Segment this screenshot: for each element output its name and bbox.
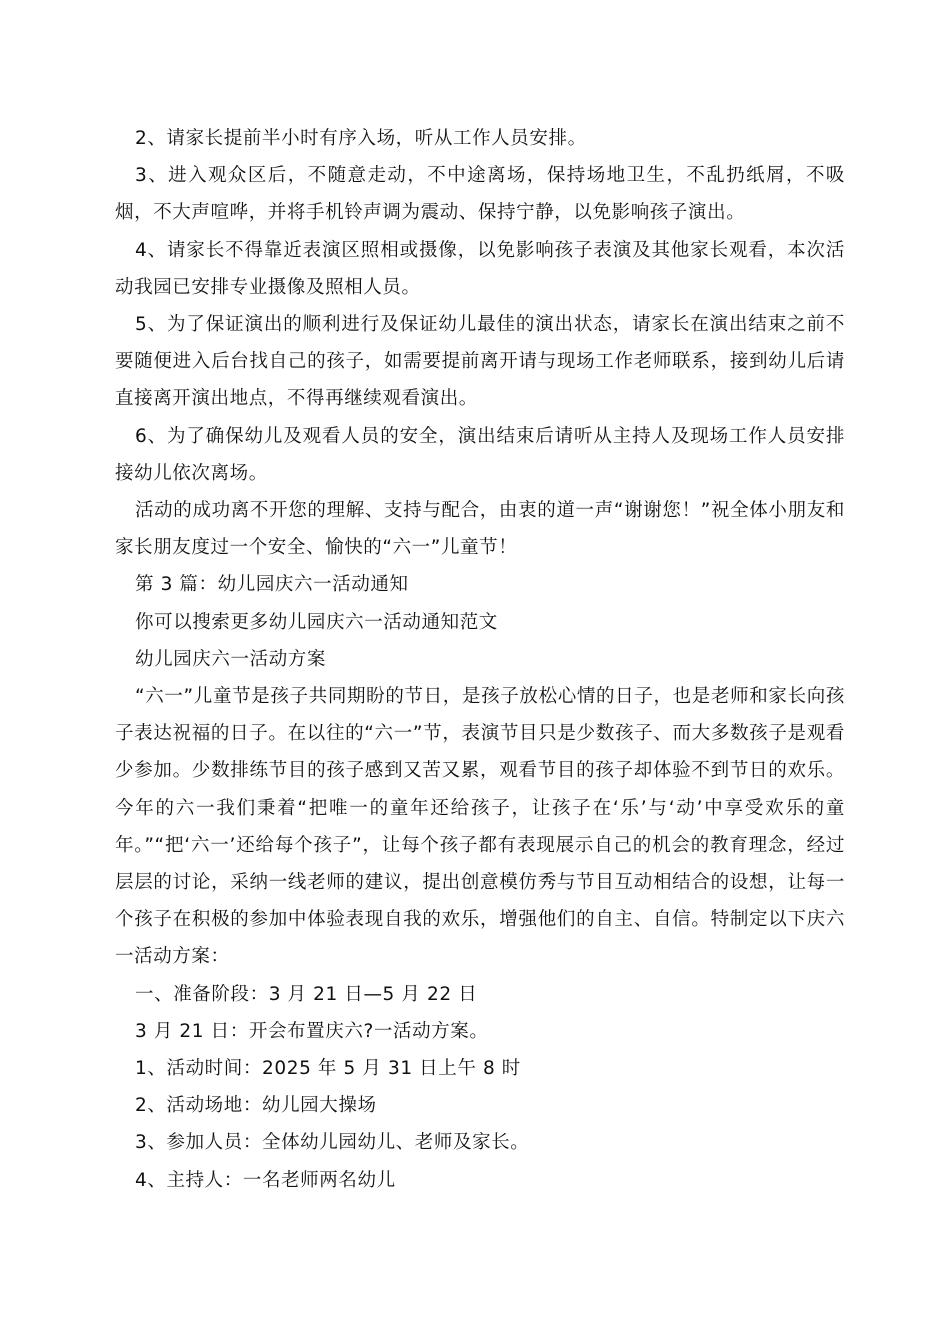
search-more-note: 你可以搜索更多幼儿园庆六一活动通知范文 xyxy=(135,611,498,633)
preparation-stage-heading: 一、准备阶段：3 月 21 日—5 月 22 日 xyxy=(135,983,478,1005)
plan-title: 幼儿园庆六一活动方案 xyxy=(135,648,327,670)
paragraph-rule-3: 3、进入观众区后，不随意走动，不中途离场，保持场地卫生，不乱扔纸屑，不吸烟，不大声喧哗，并将手机铃声调为震动、保持宁静，以免影响孩子演出。 xyxy=(115,165,845,224)
activity-time-item: 1、活动时间：2025 年 5 月 31 日上午 8 时 xyxy=(135,1058,521,1080)
activity-venue-item: 2、活动场地：幼儿园大操场 xyxy=(135,1095,377,1117)
paragraph-rule-4: 4、请家长不得靠近表演区照相或摄像，以免影响孩子表演及其他家长观看，本次活动我园已安排专业摄像及照相人员。 xyxy=(115,239,845,298)
document-body xyxy=(115,120,845,1199)
paragraph-rule-2: 2、请家长提前半小时有序入场，听从工作人员安排。 xyxy=(135,128,587,149)
paragraph-rule-6: 6、为了确保幼儿及观看人员的安全，演出结束后请听从主持人及现场工作人员安排接幼儿依次离场。 xyxy=(115,425,845,484)
participants-item: 3、参加人员：全体幼儿园幼儿、老师及家长。 xyxy=(135,1132,530,1154)
paragraph-rule-5: 5、为了保证演出的顺利进行及保证幼儿最佳的演出状态，请家长在演出结束之前不要随便进入后台找自己的孩子，如需要提前离开请与现场工作老师联系，接到幼儿后请直接离开演出地点，不得再继续观看演出。 xyxy=(115,314,845,410)
host-item: 4、主持人：一名老师两名幼儿 xyxy=(135,1169,396,1191)
preparation-date-item: 3 月 21 日：开会布置庆六?一活动方案。 xyxy=(135,1020,489,1042)
section-heading-part-3: 第 3 篇：幼儿园庆六一活动通知 xyxy=(135,574,409,596)
plan-introduction: “六一”儿童节是孩子共同期盼的节日，是孩子放松心情的日子，也是老师和家长向孩子表达祝福的日子。在以往的“六一”节，表演节目只是少数孩子、而大多数孩子是观看少参加。少数排练节目的孩子感到又苦又累，观看节目的孩子却体验不到节日的欢乐。今年的六一我们秉着“把唯一的童年还给孩子，让孩子在‘乐’与‘动’中享受欢乐的童年。”“把‘六一’还给每个孩子”，让每个孩子都有表现展示自己的机会的教育理念，经过层层的讨论，采纳一线老师的建议，提出创意模仿秀与节目互动相结合的设想，让每一个孩子在积极的参加中体验表现自我的欢乐，增强他们的自主、自信。特制定以下庆六一活动方案： xyxy=(115,686,845,968)
paragraph-closing-thanks: 活动的成功离不开您的理解、支持与配合，由衷的道一声“谢谢您！”祝全体小朋友和家长朋友度过一个安全、愉快的“六一”儿童节！ xyxy=(115,500,845,559)
